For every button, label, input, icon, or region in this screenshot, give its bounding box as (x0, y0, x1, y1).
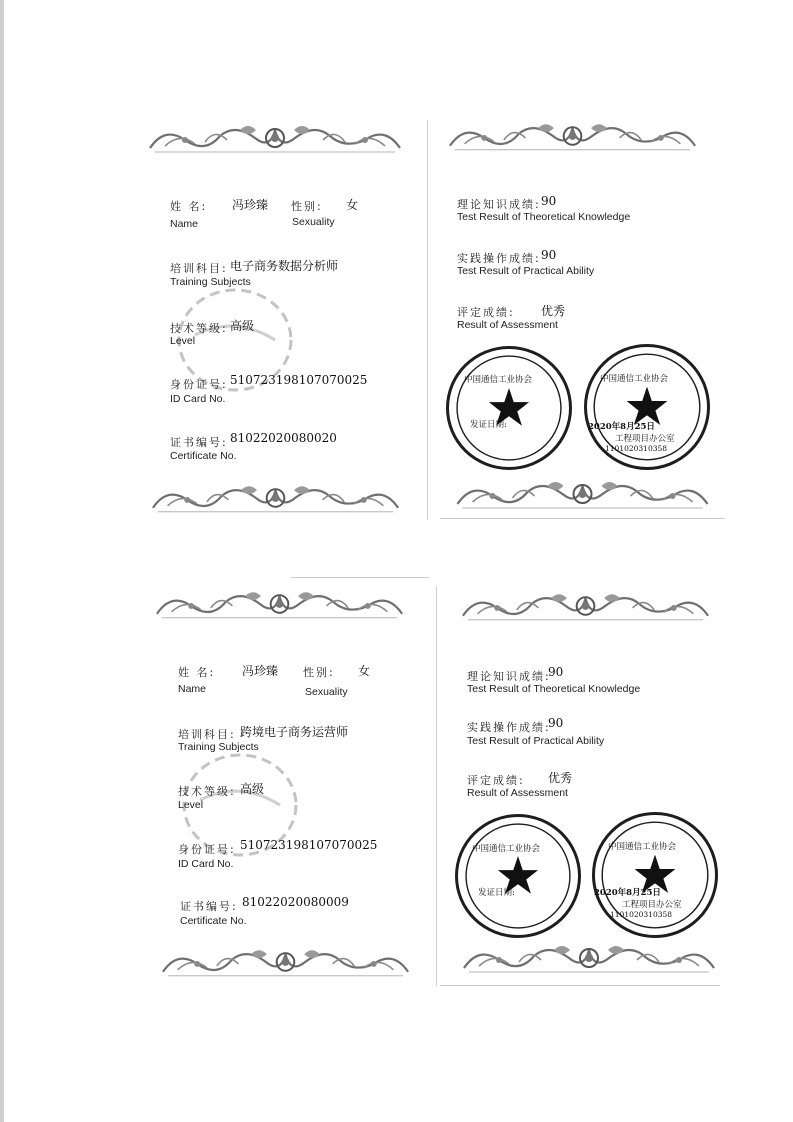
ornament-top-right-2 (458, 586, 713, 626)
assess-value-2: 优秀 (548, 771, 573, 785)
ornament-top-left-2 (152, 584, 407, 624)
card-divider (440, 518, 725, 519)
practice-label-cn: 实践操作成绩: (457, 252, 541, 265)
gender-label-cn-2: 性别: (303, 666, 335, 679)
practice-label-en: Test Result of Practical Ability (457, 265, 595, 277)
practice-value-2: 90 (548, 716, 564, 730)
official-seal-left (446, 346, 572, 470)
seal-right-text-2: 中国通信工业协会 (608, 842, 677, 852)
page-fold (427, 120, 428, 520)
level-label-en-2: Level (178, 799, 204, 811)
level-value-2: 高级 (240, 782, 265, 796)
theory-label-en: Test Result of Theoretical Knowledge (457, 211, 631, 223)
seal-number-2: 1101020310358 (610, 910, 673, 919)
ornament-bottom-left (148, 478, 403, 518)
cert-label-en-2: Certificate No. (180, 915, 247, 927)
ornament-bottom-right-2 (458, 938, 720, 978)
subject-label-cn-2: 培训科目: (178, 728, 236, 741)
assess-value: 优秀 (541, 304, 566, 318)
level-value: 高级 (230, 319, 255, 333)
level-label-cn: 技术等级: (170, 322, 228, 335)
subject-value: 电子商务数据分析师 (230, 259, 339, 273)
page-fold-2 (436, 586, 437, 986)
practice-value: 90 (541, 248, 557, 262)
name-label-cn: 姓 名: (170, 200, 208, 213)
theory-label-en-2: Test Result of Theoretical Knowledge (467, 683, 641, 695)
assess-label-cn-2: 评定成绩: (467, 774, 525, 787)
name-label-en: Name (170, 218, 199, 230)
cert-label-en: Certificate No. (170, 450, 237, 462)
cert-value-2: 81022020080009 (242, 895, 349, 909)
assess-label-en-2: Result of Assessment (467, 787, 568, 799)
subject-value-2: 跨境电子商务运营师 (240, 725, 349, 739)
gender-label-en: Sexuality (292, 216, 335, 228)
ornament-bottom-left-2 (158, 942, 413, 982)
name-label-en-2: Name (178, 683, 207, 695)
subject-label-cn: 培训科目: (170, 262, 228, 275)
seal-left-text-2: 中国通信工业协会 (472, 844, 541, 854)
gender-value-2: 女 (358, 664, 371, 678)
theory-value-2: 90 (548, 665, 564, 679)
subject-label-en: Training Subjects (170, 276, 251, 288)
cert-label-cn: 证书编号: (170, 436, 228, 449)
card-divider-2 (440, 985, 720, 986)
theory-label-cn: 理论知识成绩: (457, 198, 541, 211)
id-label-en-2: ID Card No. (178, 858, 234, 870)
name-label-cn-2: 姓 名: (178, 666, 216, 679)
assess-label-en: Result of Assessment (457, 319, 558, 331)
level-label-en: Level (170, 335, 196, 347)
cert-value: 81022020080020 (230, 431, 337, 445)
seal-date-2: 2020年8月25日 (594, 888, 661, 898)
official-seal-left-2 (455, 814, 581, 938)
name-value-2: 冯珍臻 (242, 664, 279, 678)
scan-edge (0, 0, 4, 1122)
ornament-top-left (145, 118, 405, 158)
subject-label-en-2: Training Subjects (178, 741, 259, 753)
ornament-top-right (445, 116, 700, 156)
scan-line (290, 577, 430, 578)
cert-label-cn-2: 证书编号: (180, 900, 238, 913)
seal-issue-label: 发证日期: (470, 420, 507, 430)
seal-right-text: 中国通信工业协会 (600, 374, 669, 384)
gender-value: 女 (346, 198, 359, 212)
level-label-cn-2: 技术等级: (178, 785, 236, 798)
seal-issue-label-2: 发证日期: (478, 888, 515, 898)
gender-label-en-2: Sexuality (305, 686, 348, 698)
id-label-en: ID Card No. (170, 393, 226, 405)
theory-label-cn-2: 理论知识成绩: (467, 670, 551, 683)
id-value: 510723198107070025 (230, 373, 368, 387)
ornament-bottom-right (450, 474, 715, 514)
seal-office: 工程项目办公室 (615, 434, 675, 444)
id-label-cn: 身份证号: (170, 378, 228, 391)
practice-label-en-2: Test Result of Practical Ability (467, 735, 605, 747)
official-seal-right-2 (592, 812, 718, 938)
seal-number: 1101020310358 (605, 444, 668, 453)
seal-office-2: 工程项目办公室 (622, 900, 682, 910)
practice-label-cn-2: 实践操作成绩: (467, 721, 551, 734)
gender-label-cn: 性别: (291, 200, 323, 213)
id-label-cn-2: 身份证号: (178, 843, 236, 856)
seal-date: 2020年8月25日 (588, 422, 655, 432)
theory-value: 90 (541, 194, 557, 208)
assess-label-cn: 评定成绩: (457, 306, 515, 319)
seal-left-text: 中国通信工业协会 (464, 375, 533, 385)
name-value: 冯珍臻 (232, 198, 269, 212)
id-value-2: 510723198107070025 (240, 838, 378, 852)
